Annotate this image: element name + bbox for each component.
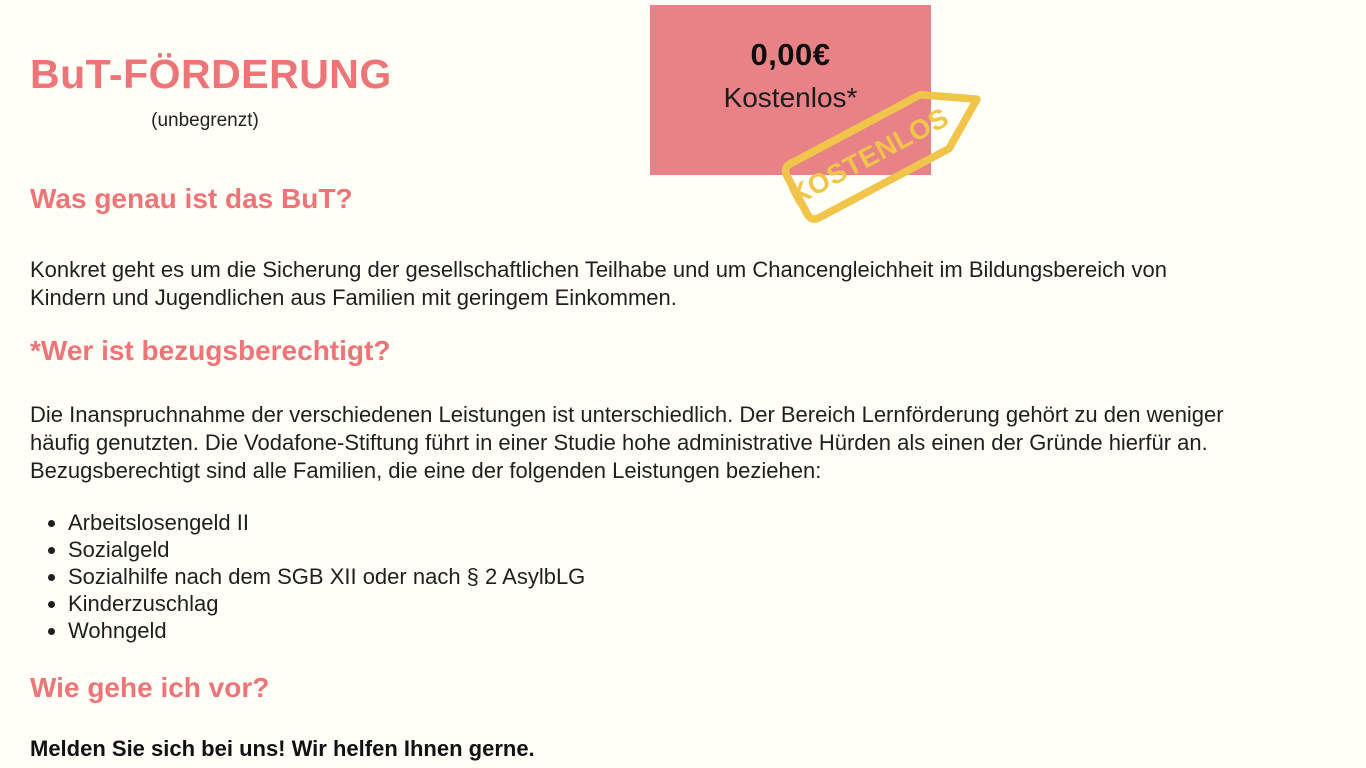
text-line: häufig genutzten. Die Vodafone-Stiftung führt in einer Studie hohe administrative Hürden als einen der Gründe hierfür an. bbox=[30, 430, 1208, 455]
text-line: Kindern und Jugendlichen aus Familien mit geringem Einkommen. bbox=[30, 285, 677, 310]
paragraph-bezugsberechtigt bbox=[30, 401, 1340, 485]
list-item: • Kinderzuschlag bbox=[68, 590, 1340, 617]
list-item: • Wohngeld bbox=[68, 617, 1340, 644]
page-subtitle: (unbegrenzt) bbox=[151, 110, 259, 131]
page-title: BuT-FÖRDERUNG bbox=[30, 51, 392, 97]
text-line: Konkret geht es um die Sicherung der gesellschaftlichen Teilhabe und um Chancengleichheit im Bildungsbereich von bbox=[30, 257, 1167, 282]
stamp-text: KOSTENLOS bbox=[784, 101, 954, 212]
list-item: • Sozialgeld bbox=[68, 536, 1340, 563]
section-heading-was-ist-but: Was genau ist das BuT? bbox=[30, 183, 353, 214]
benefit-list bbox=[30, 509, 1340, 644]
section-heading-bezugsberechtigt: *Wer ist bezugsberechtigt? bbox=[30, 335, 391, 366]
section-heading-wie-gehe-ich-vor: Wie gehe ich vor? bbox=[30, 672, 270, 703]
price-label: Kostenlos* bbox=[723, 82, 858, 113]
paragraph-but-definition bbox=[30, 256, 1340, 312]
closing-call-to-action: Melden Sie sich bei uns! Wir helfen Ihnen gerne. bbox=[30, 736, 535, 761]
text-line: Bezugsberechtigt sind alle Familien, die eine der folgenden Leistungen beziehen: bbox=[30, 458, 822, 483]
list-item: • Arbeitslosengeld II bbox=[68, 509, 1340, 536]
list-item: • Sozialhilfe nach dem SGB XII oder nach § 2 AsylbLG bbox=[68, 563, 1340, 590]
text-line: Die Inanspruchnahme der verschiedenen Leistungen ist unterschiedlich. Der Bereich Lernförderung gehört zu den weniger bbox=[30, 402, 1224, 427]
content bbox=[30, 0, 1340, 762]
price-amount: 0,00€ bbox=[750, 37, 831, 72]
